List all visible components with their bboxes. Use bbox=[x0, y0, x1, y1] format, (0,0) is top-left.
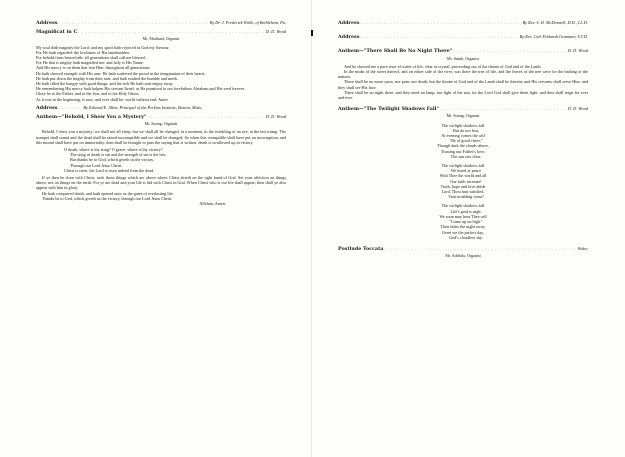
magnificat-section bbox=[36, 29, 286, 102]
text-line: And His mercy is on them that fear Him: throughout all generations. bbox=[36, 65, 151, 71]
left-address-2-section bbox=[36, 105, 286, 111]
magnificat-text bbox=[36, 45, 286, 102]
verse-line: The twilight shadows fall bbox=[441, 163, 485, 169]
postlude-heading bbox=[338, 246, 588, 252]
anthem-mystery-heading bbox=[36, 114, 286, 120]
item-title: Anthem—"The Twilight Shadows Fall" bbox=[338, 106, 439, 113]
anthem-night-text bbox=[338, 64, 588, 100]
item-byline: By Edward E. Allen, Principal of the Perkins Institute, Boston, Mass. bbox=[83, 104, 203, 110]
anthem-mystery-section bbox=[36, 114, 286, 206]
text-line-body: As it was in the beginning, is now, and ever shall be: world without end. bbox=[36, 96, 158, 102]
verse-line: The sting of death is sin and the strength of sin is the law. bbox=[70, 152, 167, 158]
leader-dots bbox=[453, 48, 567, 53]
verse-line: Truth, hope and love abide bbox=[440, 183, 486, 189]
text-paragraph: And he showed me a pure river of water of life, clear as crystal, proceeding out of the throne of God and of the Lamb. bbox=[344, 63, 542, 69]
text-line: For He hath regarded: the lowliness of His handmaiden. bbox=[36, 49, 130, 55]
verse-line: The sun sets clear. bbox=[450, 153, 482, 159]
leader-dots bbox=[360, 34, 518, 39]
text-line: He remembering His mercy hath holpen His servant Israel: as He promised to our forefathers Abraham and His seed forever. bbox=[36, 86, 245, 92]
text-line: Glory be to the Father, and to the Son, and to the Holy Ghost; bbox=[36, 91, 140, 97]
closing-line: Alleluia, Amen. bbox=[199, 201, 226, 207]
text-paragraph: There shall be no night there; and they need no lamp, nor light of the sun, for the Lord God shall give them light: and they shall reign for ever and ever. bbox=[338, 89, 588, 101]
left-address-2-heading bbox=[36, 105, 286, 111]
item-title: Address bbox=[338, 20, 360, 26]
text-line: He hath put down the mighty from their seat: and hath exalted the humble and meek. bbox=[36, 75, 179, 81]
item-title: Anthem—"Behold, I Show You a Mystery" bbox=[36, 114, 147, 121]
text-line: He hath showed strength with His arm: He hath scattered the proud in the imagination of their hearts. bbox=[36, 70, 206, 76]
item-composer: D. D. Wood bbox=[265, 29, 286, 35]
verse-line: We kneel at peace bbox=[450, 168, 482, 174]
verse-line: Through our Lord Jesus Christ. bbox=[70, 162, 123, 168]
verse-line: The twilight shadows fall bbox=[441, 203, 485, 209]
verse-line: "Be of good cheer," bbox=[449, 138, 483, 144]
item-performer: Mr. Smith, Organist bbox=[447, 55, 479, 61]
item-title: Magnificat in C bbox=[36, 29, 78, 36]
text-line bbox=[36, 97, 286, 102]
verse-line: Life's goal is nigh; bbox=[450, 208, 482, 214]
anthem-night-section bbox=[338, 48, 588, 100]
text-line: He hath filled the hungry with good things: and the rich He hath sent empty away. bbox=[36, 81, 174, 87]
text-line: For behold from henceforth: all generations shall call me blessed. bbox=[36, 55, 146, 61]
item-title: Address bbox=[36, 20, 58, 26]
verse-line: Our faith increase! bbox=[450, 178, 482, 184]
item-title: Address bbox=[36, 104, 58, 111]
verse-line: But do not fear, bbox=[452, 127, 480, 133]
verse-line: "Come up on high." bbox=[449, 219, 483, 225]
right-address-1-heading bbox=[338, 20, 588, 26]
verse-line: Trusting our Father's love, bbox=[440, 148, 486, 154]
item-byline: By Rev. Carl Eckhardt Grammer, S.T.D. bbox=[519, 34, 588, 40]
item-title: Postlude Toccata bbox=[338, 245, 384, 252]
text-paragraph: Behold, I shew you a mystery; we shall not all sleep, but we shall all be changed, in a moment, in the twinkling of an eye, at the last trump: The trumpet shall sound and the dead shall be raised incorruptible and we shall be changed. So when this corruptible shall have put on incorruption, and this mortal shall have put on immortality, then shall be brought to pass the saying that is written, death is swallowed up in victory. bbox=[36, 129, 286, 145]
right-page bbox=[338, 20, 588, 258]
verse-line: With Thee the world and all bbox=[439, 173, 487, 179]
verse-line: But thanks be to God, which giveth us the victory, bbox=[70, 157, 155, 163]
item-byline: By Rev. S. D. McDonnell, D.D., LL.D. bbox=[522, 20, 588, 25]
text-paragraph: In the midst of the street thereof, and on either side of the river, was there the tree of life, and the leaves of the tree were for the healing of the nations. bbox=[338, 69, 588, 80]
text-line: For He that is mighty hath magnified me: and holy is His Name. bbox=[36, 60, 144, 66]
item-composer: Widor bbox=[577, 245, 588, 251]
item-composer: D. D. Wood bbox=[567, 106, 588, 112]
leader-dots bbox=[58, 20, 208, 25]
verse-line: At evening comes the call bbox=[441, 133, 485, 139]
text-line: My soul doth magnify the Lord: and my spirit hath rejoiced in God my Saviour. bbox=[36, 44, 170, 50]
verse-line: God's cloudless sky. bbox=[449, 234, 483, 240]
verse-line: Greet we the perfect day, bbox=[442, 229, 484, 235]
text-paragraph: Thanks be to God, which giveth us the victory, through our Lord Jesus Christ. bbox=[42, 195, 173, 201]
anthem-twilight-section bbox=[338, 106, 588, 240]
text-paragraph: If ye then be risen with Christ, seek those things which are above where Christ sitteth on the right hand of God. Set your affection on things above, not on things on the earth. For ye are dead and your life is hid with Christ in God. When Christ who is our life shall appear, then shall ye also appear with him in glory. bbox=[36, 175, 286, 191]
verse-line: We soon may hear Thee call bbox=[439, 213, 487, 219]
verse-line: Lord, Thou hast satisfied. bbox=[441, 189, 485, 195]
verse-line: O death, where is thy sting? O grave, where is thy victory? bbox=[64, 147, 163, 153]
right-address-2-heading bbox=[338, 34, 588, 40]
anthem-twilight-heading bbox=[338, 106, 588, 112]
text-paragraph: There shall be no more curse, nor pain, nor death; but the throne of God and of the Lamb shall be therein; and His servants shall serve Him: and they shall see His face. bbox=[338, 79, 588, 90]
item-title: Anthem—"There Shall Be No Night There" bbox=[338, 48, 453, 55]
leader-dots bbox=[148, 114, 265, 119]
verse-line: Then fades the night away, bbox=[440, 224, 486, 230]
item-composer: D. D. Wood bbox=[567, 48, 588, 54]
item-performer: Mr. Strang, Organist bbox=[144, 121, 178, 127]
verse-line: Christ is risen, the Lord is risen indeed from the dead. bbox=[64, 167, 155, 173]
verse-line: The twilight shadows fall bbox=[441, 122, 485, 128]
item-performer: Mr. Addicks, Organist bbox=[445, 253, 481, 259]
item-performer: Mr. Maitland, Organist bbox=[142, 36, 180, 42]
page-gutter bbox=[311, 0, 312, 457]
leader-dots bbox=[78, 29, 265, 34]
item-byline: By Dr. J. Frederick Wolle, of Bethlehem, Pa. bbox=[209, 20, 286, 25]
leader-dots bbox=[360, 20, 521, 25]
item-title: Address bbox=[338, 34, 360, 41]
magnificat-heading bbox=[36, 29, 286, 35]
right-address-2-section bbox=[338, 34, 588, 40]
left-page bbox=[36, 20, 286, 206]
text-paragraph: He hath conquered death, and hath opened unto us the gates of everlasting life. bbox=[42, 190, 174, 196]
leader-dots bbox=[440, 106, 567, 111]
leader-dots bbox=[384, 246, 576, 251]
anthem-verse bbox=[64, 147, 286, 173]
hymn-stanza-3 bbox=[338, 203, 588, 239]
postlude-section bbox=[338, 246, 588, 258]
leader-dots bbox=[58, 105, 82, 110]
amen-text: Amen. bbox=[158, 96, 169, 102]
verse-line: Though dark the clouds above, bbox=[437, 143, 489, 149]
center-mark bbox=[311, 30, 313, 36]
item-composer: D. D. Wood bbox=[265, 114, 286, 120]
anthem-mystery-text bbox=[36, 129, 286, 206]
anthem-night-heading bbox=[338, 48, 588, 54]
verse-line: Vain troubling cease! bbox=[448, 194, 484, 200]
left-address-1-heading bbox=[36, 20, 286, 26]
hymn-stanza-2 bbox=[338, 163, 588, 199]
item-performer: Mr. Strang, Organist bbox=[446, 113, 480, 119]
hymn-stanza-1 bbox=[338, 123, 588, 159]
